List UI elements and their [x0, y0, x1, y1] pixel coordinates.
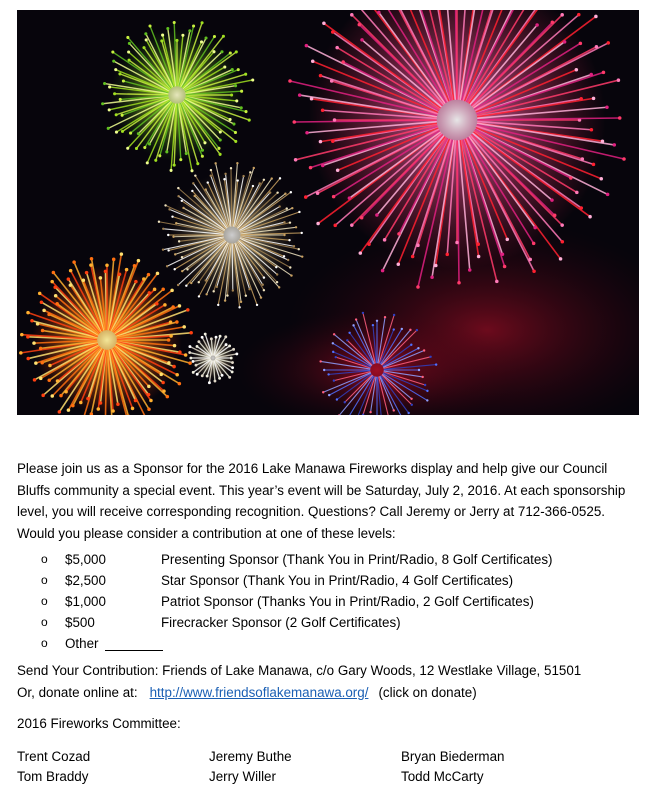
bullet: o	[41, 572, 48, 587]
level-item	[41, 570, 641, 591]
level-item-other	[41, 633, 641, 654]
committee-title: 2016 Fireworks Committee:	[17, 716, 181, 731]
level-description: Firecracker Sponsor (2 Golf Certificates)	[161, 614, 401, 630]
committee-member: Tom Braddy	[17, 768, 89, 784]
level-amount: $5,000	[65, 551, 106, 567]
level-amount: $500	[65, 614, 95, 630]
committee-member: Todd McCarty	[401, 768, 484, 784]
other-amount-blank	[105, 637, 163, 651]
committee-member: Trent Cozad	[17, 748, 91, 764]
bullet: o	[41, 593, 48, 608]
level-item	[41, 612, 641, 633]
fireworks-illustration	[17, 10, 639, 415]
bullet: o	[41, 635, 48, 650]
level-item	[41, 549, 641, 570]
intro-paragraph: Please join us as a Sponsor for the 2016 Lake Manawa Fireworks display and help give our Council Bluffs community a special event. This year’s event will be Saturday, July 2, 2016. At each sponsorship level, you will receive corresponding recognition. Questions? Call Jeremy or Jerry at 712-366-0525. Would you please consider a contribution at one of these levels:	[17, 461, 626, 541]
bullet: o	[41, 614, 48, 629]
fireworks-photo	[17, 10, 639, 415]
sponsorship-levels	[17, 549, 641, 654]
level-description: Presenting Sponsor (Thank You in Print/Radio, 8 Golf Certificates)	[161, 551, 553, 567]
donate-online-line	[17, 682, 641, 704]
committee-member: Jerry Willer	[209, 768, 276, 784]
donate-link[interactable]: http://www.friendsoflakemanawa.org/	[149, 684, 369, 700]
bullet: o	[41, 551, 48, 566]
level-description: Patriot Sponsor (Thanks You in Print/Radio, 2 Golf Certificates)	[161, 593, 534, 609]
level-amount: $1,000	[65, 593, 106, 609]
level-description: Star Sponsor (Thank You in Print/Radio, 4 Golf Certificates)	[161, 572, 514, 588]
level-amount: $2,500	[65, 572, 106, 588]
send-contribution	[17, 660, 641, 703]
committee-member: Bryan Biederman	[401, 748, 505, 764]
level-item	[41, 591, 641, 612]
mailing-address: Send Your Contribution: Friends of Lake Manawa, c/o Gary Woods, 12 Westlake Village, 51501	[17, 663, 582, 678]
other-label: Other	[65, 635, 99, 651]
committee-member: Jeremy Buthe	[209, 748, 292, 764]
committee-members	[17, 747, 641, 787]
donate-hint: (click on donate)	[378, 684, 477, 700]
donate-online-label: Or, donate online at:	[17, 684, 138, 700]
sponsor-letter	[17, 458, 641, 787]
